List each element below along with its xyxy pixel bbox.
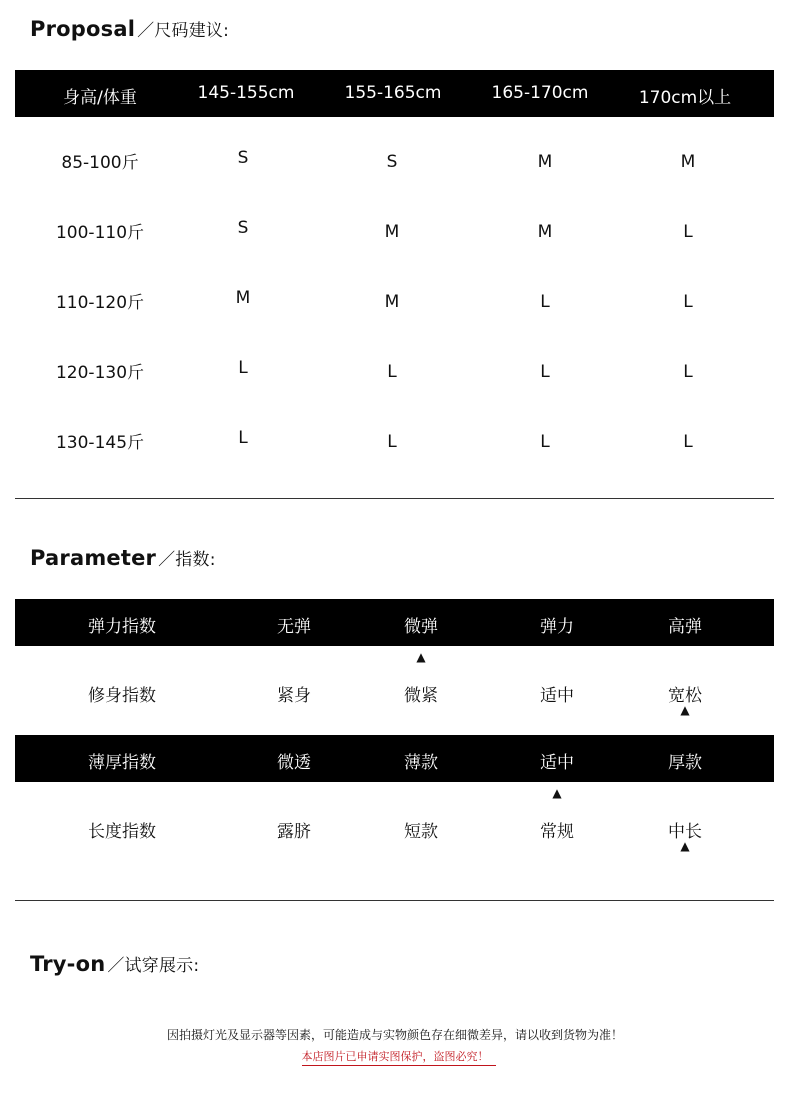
weight-cell: 120-130斤 xyxy=(55,363,145,383)
tryon-title-text: Try-on xyxy=(30,952,106,976)
size-cell: L xyxy=(683,222,693,242)
size-cell: M xyxy=(384,222,400,242)
parameter-subtitle: ／指数: xyxy=(158,550,216,570)
length-option: 中长 xyxy=(668,822,702,842)
size-table-row xyxy=(0,428,790,458)
length-option: 常规 xyxy=(540,822,574,842)
parameter-title xyxy=(30,545,216,570)
size-cell: L xyxy=(387,432,397,452)
elasticity-selected-marker: ▲ xyxy=(416,650,426,664)
size-cell: L xyxy=(387,362,397,382)
size-cell: M xyxy=(384,292,400,312)
thickness-option: 适中 xyxy=(540,753,574,773)
elasticity-option: 无弹 xyxy=(277,617,311,637)
elasticity-option: 高弹 xyxy=(668,617,702,637)
size-header-cell: 身高/体重 xyxy=(63,88,137,108)
section-divider xyxy=(15,900,774,901)
size-cell: S xyxy=(386,152,398,172)
copyright-warning: 本店图片已申请实图保护，盗图必究！ xyxy=(301,1050,489,1063)
length-selected-marker: ▲ xyxy=(680,839,690,853)
length-label: 长度指数 xyxy=(88,822,156,842)
elasticity-option: 弹力 xyxy=(540,617,574,637)
size-cell: L xyxy=(540,432,550,452)
size-cell: L xyxy=(683,292,693,312)
elasticity-option: 微弹 xyxy=(404,617,438,637)
section-divider xyxy=(15,498,774,499)
weight-cell: 110-120斤 xyxy=(55,293,145,313)
elasticity-index-bar xyxy=(15,599,774,646)
thickness-option: 厚款 xyxy=(668,753,702,773)
fit-label: 修身指数 xyxy=(88,686,156,706)
size-cell: L xyxy=(683,362,693,382)
size-table-row xyxy=(0,218,790,248)
size-cell: L xyxy=(238,358,248,378)
size-header-cell: 155-165cm xyxy=(344,83,442,103)
size-cell: L xyxy=(540,292,550,312)
size-header-cell: 145-155cm xyxy=(197,83,295,103)
size-cell: L xyxy=(540,362,550,382)
length-option: 露脐 xyxy=(277,822,311,842)
weight-cell: 100-110斤 xyxy=(55,223,145,243)
fit-selected-marker: ▲ xyxy=(680,703,690,717)
size-cell: S xyxy=(237,218,249,238)
size-header-cell: 165-170cm xyxy=(491,83,589,103)
fit-option: 宽松 xyxy=(668,686,702,706)
size-cell: S xyxy=(237,148,249,168)
size-cell: M xyxy=(537,152,553,172)
fit-option: 适中 xyxy=(540,686,574,706)
length-option: 短款 xyxy=(404,822,438,842)
size-table-header xyxy=(15,70,774,117)
size-header-cell: 170cm以上 xyxy=(638,88,732,108)
parameter-title-text: Parameter xyxy=(30,546,157,570)
weight-cell: 130-145斤 xyxy=(55,433,145,453)
thickness-selected-marker: ▲ xyxy=(552,786,562,800)
size-table-row xyxy=(0,358,790,388)
copyright-underline xyxy=(302,1065,496,1066)
tryon-subtitle: ／试穿展示: xyxy=(107,956,200,976)
thickness-index-bar xyxy=(15,735,774,782)
fit-option: 紧身 xyxy=(277,686,311,706)
tryon-title xyxy=(30,951,199,976)
size-cell: L xyxy=(683,432,693,452)
fit-index-row xyxy=(0,681,790,711)
size-cell: L xyxy=(238,428,248,448)
thickness-option: 微透 xyxy=(277,753,311,773)
color-disclaimer: 因拍摄灯光及显示器等因素，可能造成与实物颜色存在细微差异，请以收到货物为准！ xyxy=(166,1028,623,1042)
fit-option: 微紧 xyxy=(404,686,438,706)
size-cell: M xyxy=(235,288,251,308)
thickness-option: 薄款 xyxy=(404,753,438,773)
size-cell: M xyxy=(680,152,696,172)
size-table-row xyxy=(0,148,790,178)
thickness-label: 薄厚指数 xyxy=(88,753,156,773)
elasticity-label: 弹力指数 xyxy=(88,617,156,637)
size-table-row xyxy=(0,288,790,318)
proposal-title xyxy=(30,16,229,41)
size-cell: M xyxy=(537,222,553,242)
proposal-subtitle: ／尺码建议: xyxy=(137,21,230,41)
proposal-title-text: Proposal xyxy=(30,17,136,41)
length-index-row xyxy=(0,817,790,847)
weight-cell: 85-100斤 xyxy=(61,153,139,173)
